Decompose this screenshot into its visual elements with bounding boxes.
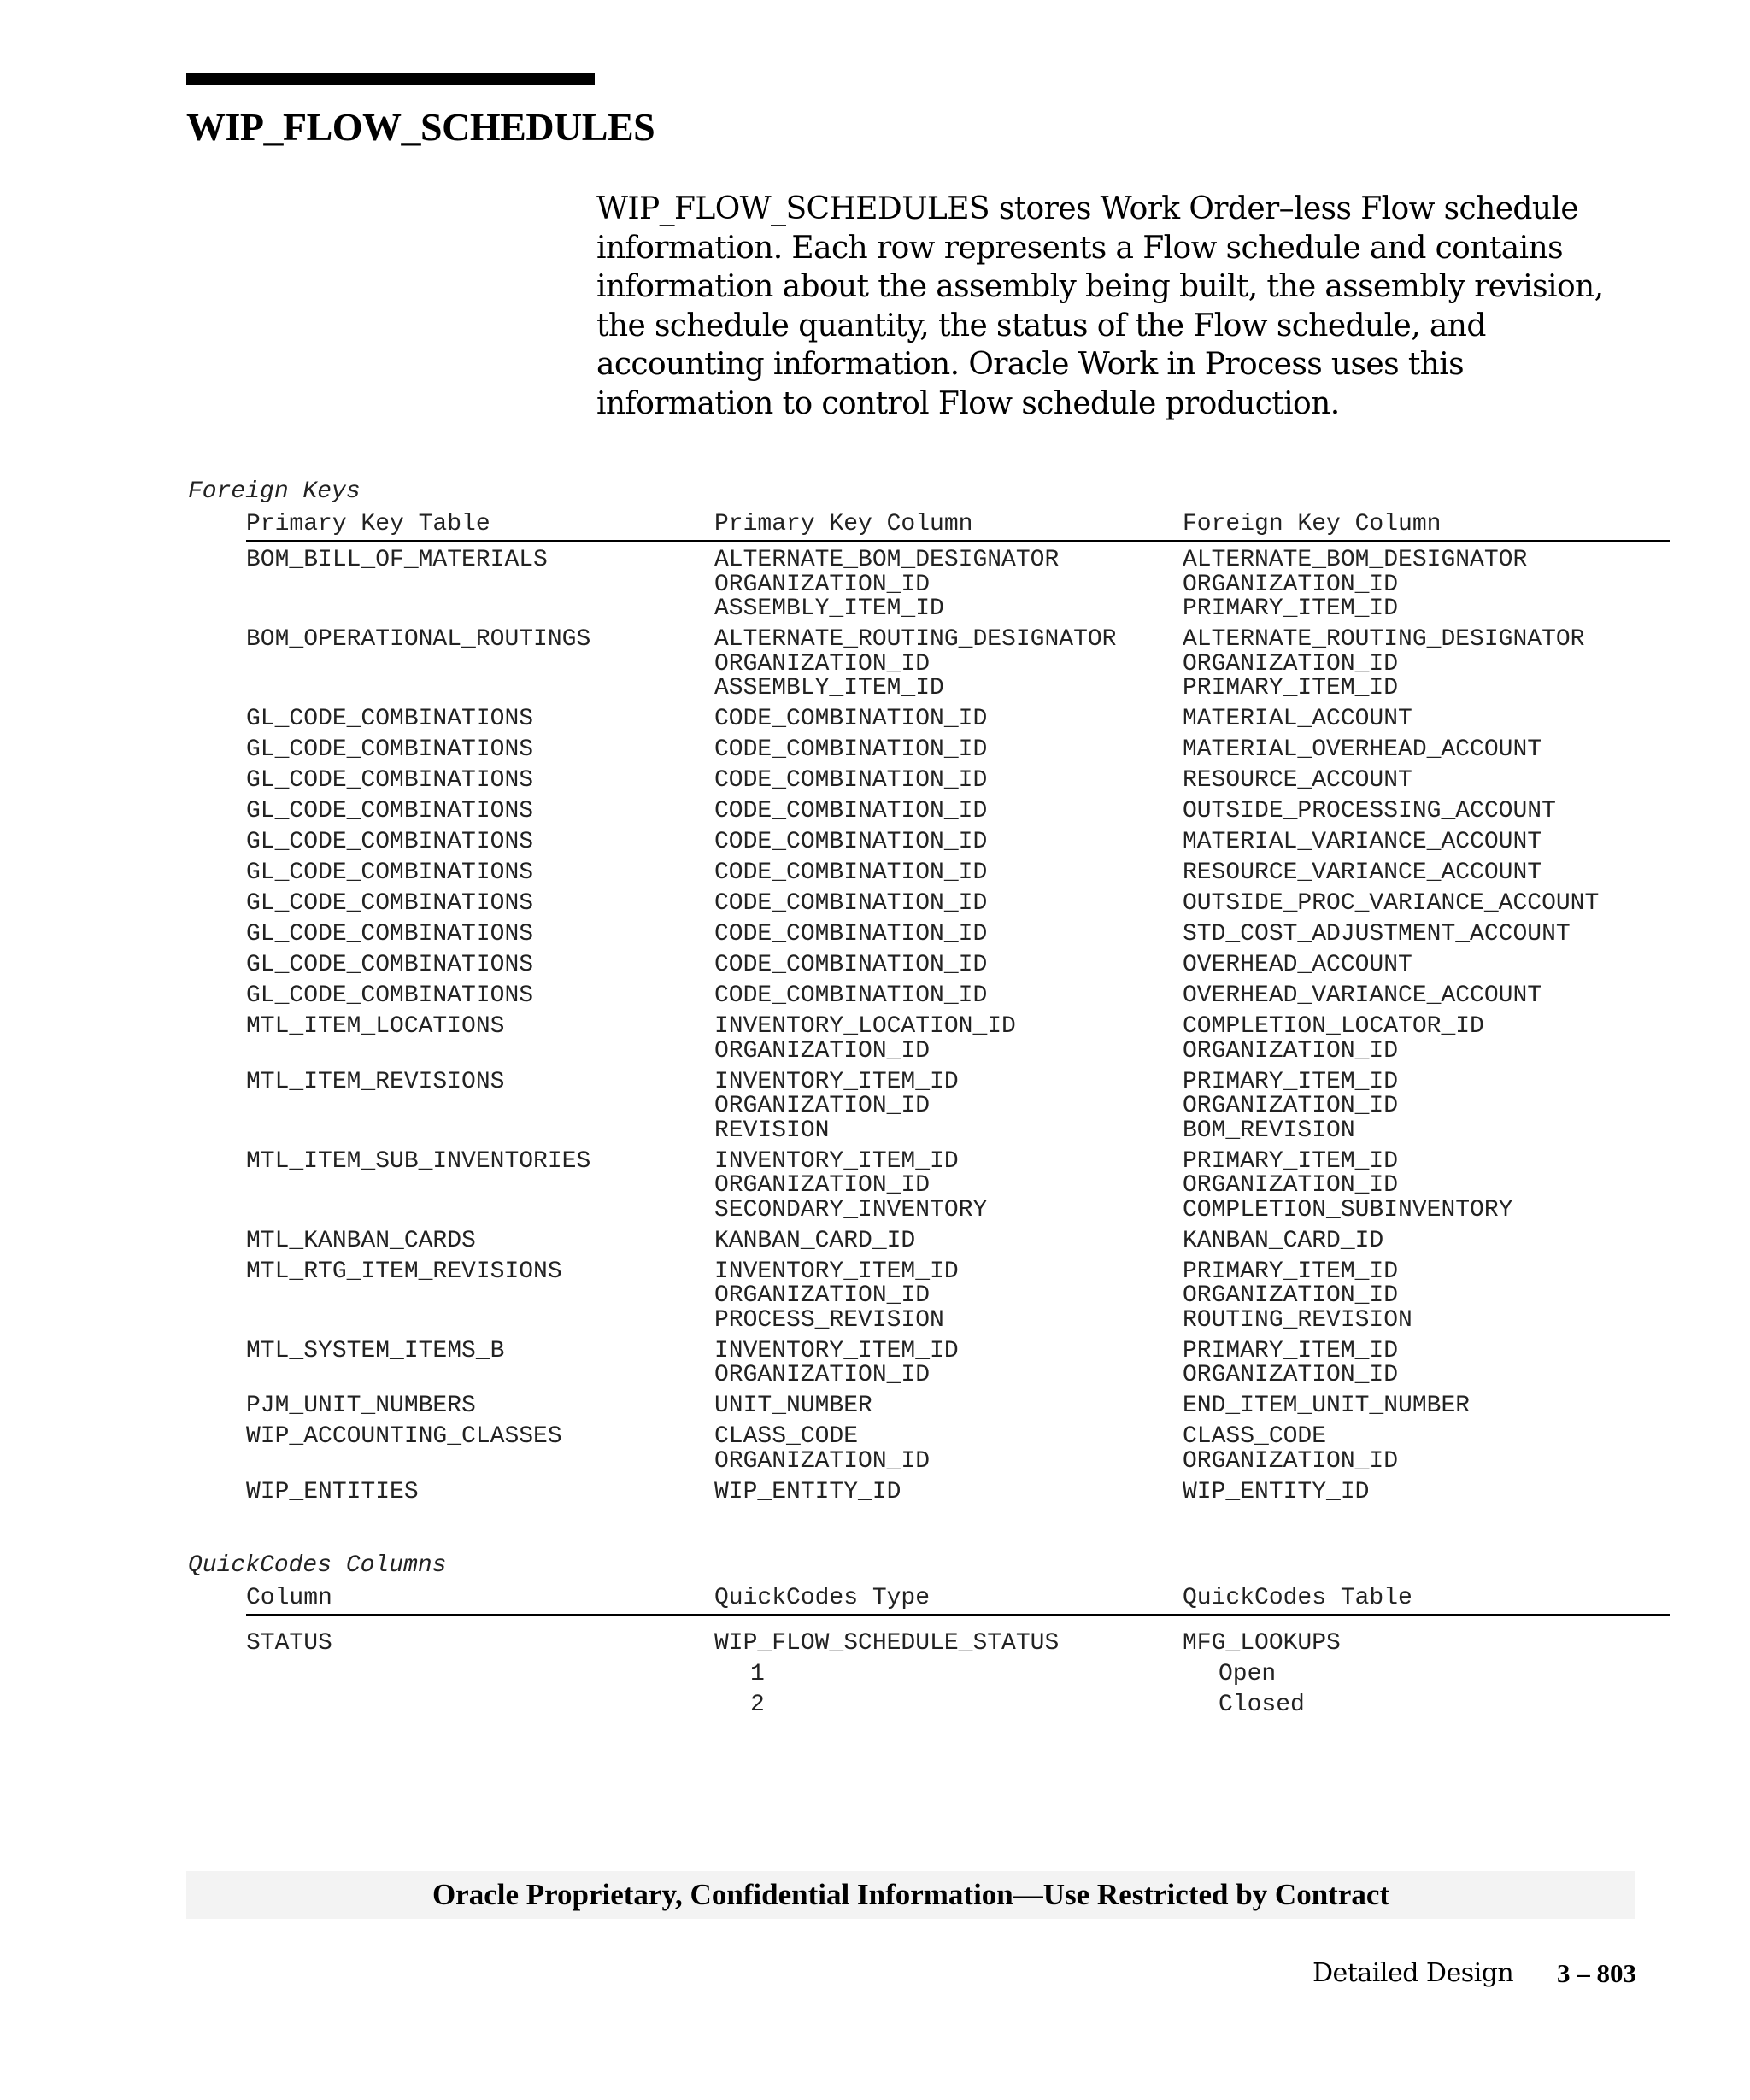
quickcodes-column-cell: STATUS <box>246 1630 332 1657</box>
primary-key-table-cell: GL_CODE_COMBINATIONS <box>246 952 534 978</box>
primary-key-table-cell: WIP_ACCOUNTING_CLASSES <box>246 1423 562 1450</box>
column-name: CODE_COMBINATION_ID <box>714 983 988 1009</box>
column-name: PRIMARY_ITEM_ID <box>1183 1068 1399 1095</box>
table-row <box>246 984 1670 1015</box>
lookup-code: 2 <box>750 1692 765 1718</box>
primary-key-table-cell: GL_CODE_COMBINATIONS <box>246 736 534 763</box>
primary-key-table-cell: PJM_UNIT_NUMBERS <box>246 1393 476 1419</box>
foreign-key-column-cell <box>1183 830 1542 855</box>
column-name: ALTERNATE_BOM_DESIGNATOR <box>1183 547 1528 573</box>
table-row <box>246 1260 1670 1340</box>
column-name: RESOURCE_ACCOUNT <box>1183 767 1412 794</box>
column-name: ORGANIZATION_ID <box>1183 1093 1399 1119</box>
primary-key-column-cell <box>714 1068 959 1144</box>
quickcodes-label: QuickCodes Columns <box>188 1552 447 1579</box>
table-row <box>246 1337 1670 1395</box>
column-name: ORGANIZATION_ID <box>714 1093 931 1119</box>
column-name: RESOURCE_VARIANCE_ACCOUNT <box>1183 859 1542 886</box>
primary-key-column-cell <box>714 1260 959 1334</box>
column-name: INVENTORY_ITEM_ID <box>714 1068 959 1095</box>
table-row <box>246 1015 1670 1071</box>
header-primary-key-column: Primary Key Column <box>714 511 973 537</box>
quickcodes-header <box>246 1583 1670 1616</box>
column-name: ORGANIZATION_ID <box>1183 1447 1399 1475</box>
column-name: CODE_COMBINATION_ID <box>714 859 988 886</box>
foreign-key-column-cell <box>1183 1229 1383 1254</box>
column-name: BOM_REVISION <box>1183 1117 1355 1144</box>
table-row <box>246 1147 1670 1229</box>
foreign-key-column-cell <box>1183 1015 1484 1064</box>
column-name: INVENTORY_ITEM_ID <box>714 1258 959 1285</box>
primary-key-table-cell: MTL_ITEM_LOCATIONS <box>246 1013 505 1040</box>
foreign-key-column-cell <box>1183 923 1571 947</box>
column-name: ORGANIZATION_ID <box>1183 571 1399 598</box>
column-name: WIP_ENTITY_ID <box>714 1478 901 1505</box>
column-name: PROCESS_REVISION <box>714 1306 944 1334</box>
table-row <box>246 953 1670 984</box>
quickcodes-table <box>246 1628 1670 1721</box>
lookup-code: 1 <box>750 1661 765 1687</box>
primary-key-column-cell <box>714 1425 930 1474</box>
table-row <box>246 1425 1670 1481</box>
foreign-keys-table <box>246 548 1670 1511</box>
foreign-key-column-cell <box>1183 1337 1399 1388</box>
column-name: CODE_COMBINATION_ID <box>714 706 988 732</box>
column-name: KANBAN_CARD_ID <box>714 1227 916 1254</box>
column-name: CODE_COMBINATION_ID <box>714 890 988 917</box>
primary-key-column-cell <box>714 769 987 794</box>
table-row <box>246 769 1670 800</box>
foreign-key-column-cell <box>1183 984 1542 1009</box>
column-name: ROUTING_REVISION <box>1183 1306 1412 1334</box>
column-name: WIP_ENTITY_ID <box>1183 1478 1370 1505</box>
table-row <box>246 892 1670 923</box>
column-name: ORGANIZATION_ID <box>1183 1172 1399 1199</box>
quickcodes-row <box>246 1628 1670 1721</box>
primary-key-column-cell <box>714 953 987 978</box>
foreign-key-column-cell <box>1183 953 1412 978</box>
column-name: ORGANIZATION_ID <box>1183 1282 1399 1309</box>
confidential-notice: Oracle Proprietary, Confidential Information––Use Restricted by Contract <box>432 1878 1390 1911</box>
table-row <box>246 1478 1670 1511</box>
primary-key-column-cell <box>714 738 987 763</box>
primary-key-column-cell <box>714 830 987 855</box>
column-name: PRIMARY_ITEM_ID <box>1183 1147 1399 1175</box>
primary-key-table-cell: GL_CODE_COMBINATIONS <box>246 706 534 732</box>
lookup-meaning: Closed <box>1219 1692 1305 1718</box>
column-name: OUTSIDE_PROCESSING_ACCOUNT <box>1183 798 1556 824</box>
column-name: ORGANIZATION_ID <box>1183 1362 1399 1388</box>
column-name: CODE_COMBINATION_ID <box>714 736 988 763</box>
foreign-key-column-cell <box>1183 1478 1370 1505</box>
primary-key-column-cell <box>714 548 1059 622</box>
table-row <box>246 923 1670 953</box>
foreign-key-column-cell <box>1183 548 1527 622</box>
column-name: PRIMARY_ITEM_ID <box>1183 1337 1399 1364</box>
table-row <box>246 707 1670 738</box>
lookup-meaning: Open <box>1219 1661 1277 1687</box>
column-name: CODE_COMBINATION_ID <box>714 829 988 855</box>
foreign-key-column-cell <box>1183 1394 1470 1419</box>
primary-key-column-cell <box>714 628 1116 701</box>
column-name: KANBAN_CARD_ID <box>1183 1227 1384 1254</box>
primary-key-table-cell: GL_CODE_COMBINATIONS <box>246 767 534 794</box>
primary-key-column-cell <box>714 707 987 732</box>
column-name: ORGANIZATION_ID <box>1183 650 1399 678</box>
primary-key-table-cell: MTL_RTG_ITEM_REVISIONS <box>246 1258 562 1285</box>
foreign-keys-label: Foreign Keys <box>188 478 361 505</box>
column-name: PRIMARY_ITEM_ID <box>1183 1258 1399 1285</box>
column-name: CLASS_CODE <box>1183 1423 1327 1450</box>
confidential-banner <box>186 1871 1635 1919</box>
column-name: CLASS_CODE <box>714 1423 859 1450</box>
table-row <box>246 830 1670 861</box>
column-name: END_ITEM_UNIT_NUMBER <box>1183 1393 1471 1419</box>
foreign-key-column-cell <box>1183 1068 1399 1144</box>
column-name: PRIMARY_ITEM_ID <box>1183 675 1399 701</box>
table-row <box>246 738 1670 769</box>
primary-key-table-cell: BOM_BILL_OF_MATERIALS <box>246 547 548 573</box>
column-name: OUTSIDE_PROC_VARIANCE_ACCOUNT <box>1183 890 1600 917</box>
primary-key-table-cell: GL_CODE_COMBINATIONS <box>246 983 534 1009</box>
column-name: MATERIAL_ACCOUNT <box>1183 706 1412 732</box>
primary-key-column-cell <box>714 1147 988 1223</box>
primary-key-column-cell <box>714 923 987 947</box>
header-foreign-key-column: Foreign Key Column <box>1183 511 1442 537</box>
primary-key-table-cell: GL_CODE_COMBINATIONS <box>246 921 534 947</box>
primary-key-column-cell <box>714 800 987 824</box>
column-name: ORGANIZATION_ID <box>714 571 931 598</box>
quickcodes-type-name: WIP_FLOW_SCHEDULE_STATUS <box>714 1630 1060 1657</box>
primary-key-column-cell <box>714 1337 959 1388</box>
table-description: WIP_FLOW_SCHEDULES stores Work Order–less Flow schedule information. Each row represents a Flow schedule and contains information about the assembly being built, the assembly revision, the schedule quantity, the status of the Flow schedule, and accounting information. Oracle Work in Process uses this information to control Flow schedule production. <box>596 191 1604 421</box>
header-column: Column <box>246 1585 332 1611</box>
header-primary-key-table: Primary Key Table <box>246 511 490 537</box>
primary-key-table-cell: MTL_ITEM_SUB_INVENTORIES <box>246 1147 591 1175</box>
column-name: ORGANIZATION_ID <box>714 1282 931 1309</box>
table-row <box>246 548 1670 628</box>
primary-key-column-cell <box>714 1229 915 1254</box>
column-name: ALTERNATE_ROUTING_DESIGNATOR <box>1183 626 1585 653</box>
column-name: ORGANIZATION_ID <box>714 1037 931 1065</box>
column-name: MATERIAL_VARIANCE_ACCOUNT <box>1183 829 1542 855</box>
column-name: CODE_COMBINATION_ID <box>714 921 988 947</box>
foreign-key-column-cell <box>1183 1260 1412 1334</box>
primary-key-table-cell: MTL_ITEM_REVISIONS <box>246 1068 505 1095</box>
column-name: ORGANIZATION_ID <box>714 1447 931 1475</box>
primary-key-table-cell: GL_CODE_COMBINATIONS <box>246 859 534 886</box>
column-name: ALTERNATE_ROUTING_DESIGNATOR <box>714 626 1117 653</box>
foreign-keys-header <box>246 509 1670 542</box>
primary-key-column-cell <box>714 1394 872 1419</box>
column-name: PRIMARY_ITEM_ID <box>1183 595 1399 622</box>
foreign-key-column-cell <box>1183 769 1412 794</box>
column-name: INVENTORY_ITEM_ID <box>714 1147 959 1175</box>
foreign-key-column-cell <box>1183 800 1556 824</box>
column-name: UNIT_NUMBER <box>714 1393 872 1419</box>
column-name: ASSEMBLY_ITEM_ID <box>714 595 944 622</box>
column-name: CODE_COMBINATION_ID <box>714 798 988 824</box>
footer-section-name: Detailed Design <box>1312 1958 1514 1988</box>
primary-key-table-cell: BOM_OPERATIONAL_ROUTINGS <box>246 626 591 653</box>
foreign-key-column-cell <box>1183 1147 1513 1223</box>
table-row <box>246 1394 1670 1425</box>
primary-key-table-cell: MTL_SYSTEM_ITEMS_B <box>246 1337 505 1364</box>
primary-key-table-cell: GL_CODE_COMBINATIONS <box>246 890 534 917</box>
primary-key-column-cell <box>714 1478 901 1505</box>
column-name: INVENTORY_LOCATION_ID <box>714 1013 1016 1040</box>
primary-key-table-cell: MTL_KANBAN_CARDS <box>246 1227 476 1254</box>
column-name: COMPLETION_SUBINVENTORY <box>1183 1196 1513 1223</box>
column-name: COMPLETION_LOCATOR_ID <box>1183 1013 1484 1040</box>
foreign-key-column-cell <box>1183 892 1599 917</box>
column-name: ORGANIZATION_ID <box>714 650 931 678</box>
footer-page-number: 3 – 803 <box>1557 1958 1636 1988</box>
primary-key-table-cell: GL_CODE_COMBINATIONS <box>246 829 534 855</box>
column-name: CODE_COMBINATION_ID <box>714 767 988 794</box>
column-name: CODE_COMBINATION_ID <box>714 952 988 978</box>
table-row <box>246 800 1670 830</box>
primary-key-table-cell: GL_CODE_COMBINATIONS <box>246 798 534 824</box>
foreign-key-column-cell <box>1183 861 1542 886</box>
table-row <box>246 1068 1670 1150</box>
table-row <box>246 861 1670 892</box>
column-name: SECONDARY_INVENTORY <box>714 1196 988 1223</box>
column-name: ASSEMBLY_ITEM_ID <box>714 675 944 701</box>
column-name: STD_COST_ADJUSTMENT_ACCOUNT <box>1183 921 1571 947</box>
foreign-key-column-cell <box>1183 628 1584 701</box>
foreign-key-column-cell <box>1183 707 1412 732</box>
quickcodes-table-cell <box>1183 1628 1341 1721</box>
title-rule <box>186 73 595 85</box>
primary-key-column-cell <box>714 892 987 917</box>
column-name: MATERIAL_OVERHEAD_ACCOUNT <box>1183 736 1542 763</box>
quickcodes-table-name: MFG_LOOKUPS <box>1183 1630 1341 1657</box>
header-quickcodes-type: QuickCodes Type <box>714 1585 931 1611</box>
table-row <box>246 1229 1670 1260</box>
primary-key-column-cell <box>714 861 987 886</box>
foreign-key-column-cell <box>1183 738 1542 763</box>
column-name: ORGANIZATION_ID <box>714 1172 931 1199</box>
column-name: INVENTORY_ITEM_ID <box>714 1337 959 1364</box>
foreign-key-column-cell <box>1183 1425 1398 1474</box>
primary-key-column-cell <box>714 1015 1016 1064</box>
column-name: OVERHEAD_ACCOUNT <box>1183 952 1412 978</box>
column-name: OVERHEAD_VARIANCE_ACCOUNT <box>1183 983 1542 1009</box>
primary-key-table-cell: WIP_ENTITIES <box>246 1478 419 1505</box>
header-quickcodes-table: QuickCodes Table <box>1183 1585 1412 1611</box>
column-name: ALTERNATE_BOM_DESIGNATOR <box>714 547 1060 573</box>
column-name: ORGANIZATION_ID <box>1183 1037 1399 1065</box>
column-name: REVISION <box>714 1117 830 1144</box>
table-row <box>246 628 1670 707</box>
column-name: ORGANIZATION_ID <box>714 1362 931 1388</box>
quickcodes-type-cell <box>714 1628 1059 1721</box>
page-title: WIP_FLOW_SCHEDULES <box>186 105 655 149</box>
primary-key-column-cell <box>714 984 987 1009</box>
